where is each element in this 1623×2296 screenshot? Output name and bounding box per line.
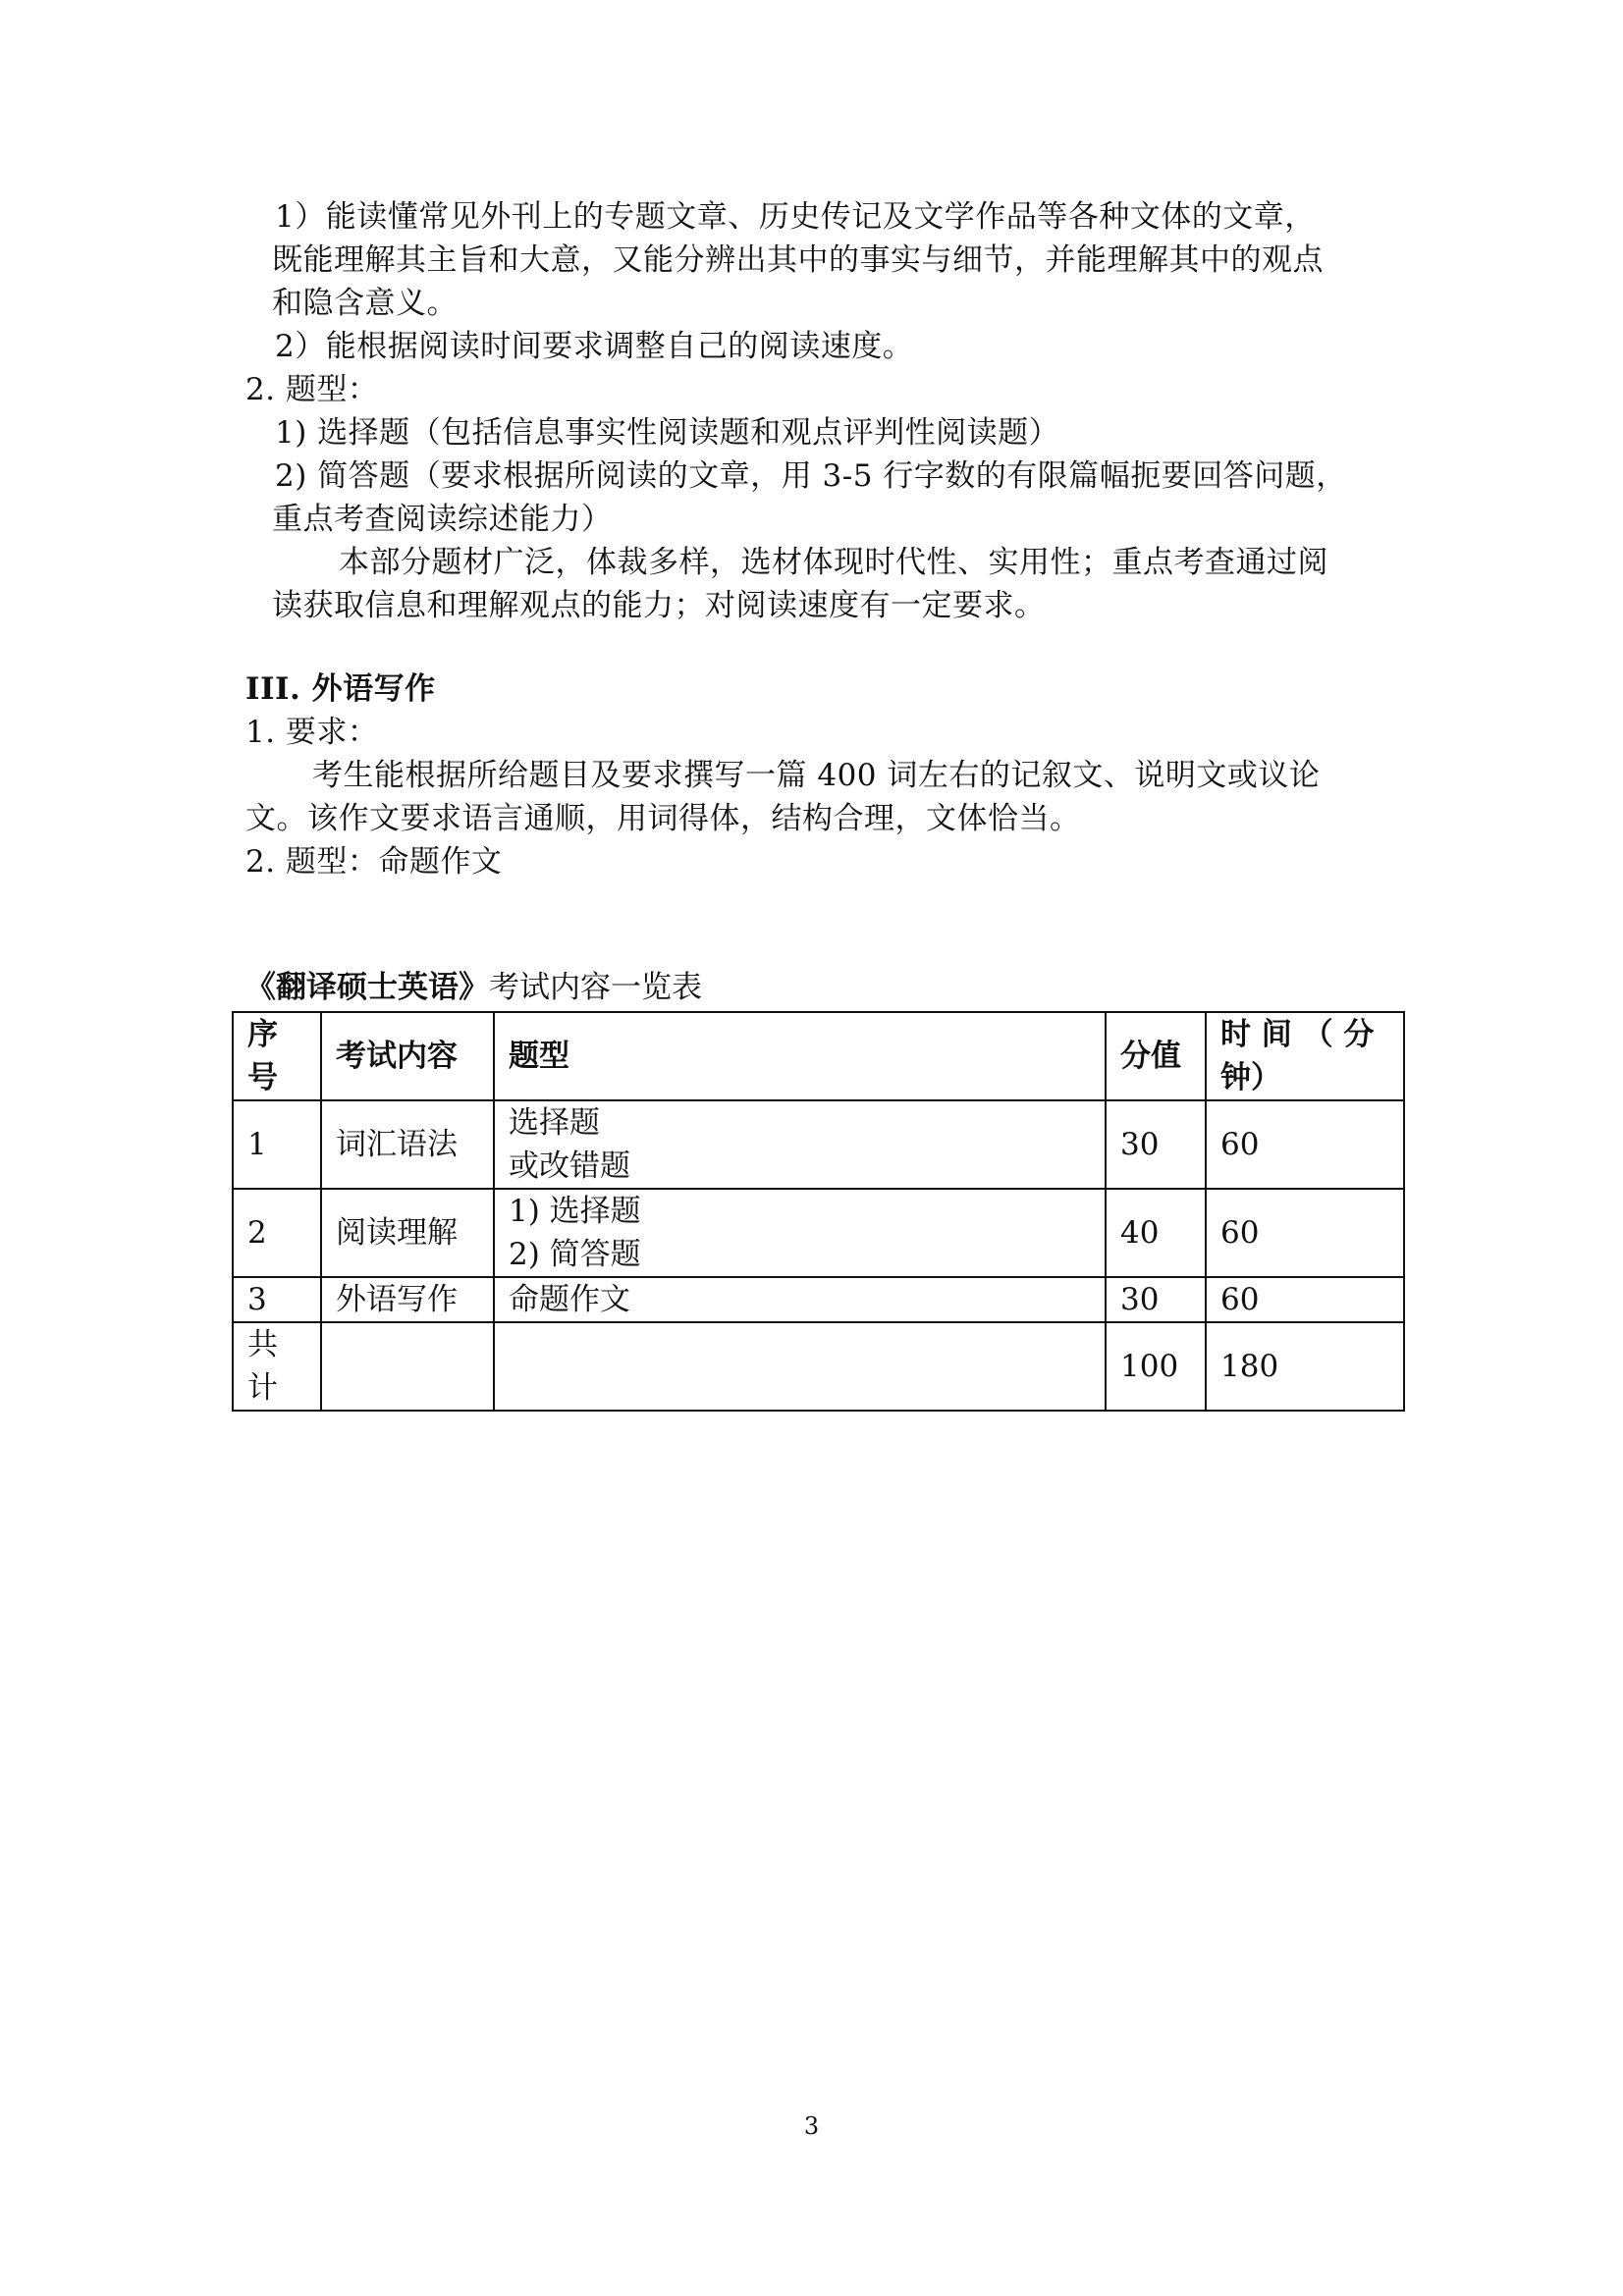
header-content: 考试内容 [321,1012,494,1100]
table-header-row [233,1012,1404,1100]
row-index [233,1322,321,1411]
header-index-line-2: 号 [247,1060,278,1095]
row-type-line-2: 2) 简答题 [509,1237,641,1272]
row-type [494,1100,1106,1189]
table-total-row [233,1322,1404,1411]
header-score: 分值 [1106,1012,1206,1100]
row-type-line-2: 或改错题 [509,1148,630,1184]
table-caption-rest: 考试内容一览表 [489,970,702,1005]
reading-type-2-line-1: 2) 简答题（要求根据所阅读的文章，用 3-5 行字数的有限篇幅扼要回答问题， [275,458,1347,494]
row-score: 30 [1106,1100,1206,1189]
row-type-line-1: 1) 选择题 [509,1194,641,1229]
writing-requirement-heading: 1. 要求： [245,715,379,750]
writing-requirement-line-2: 文。该作文要求语言通顺，用词得体，结构合理，文体恰当。 [245,801,1081,836]
table-caption-title: 《翻译硕士英语》 [245,970,489,1005]
table-row [233,1277,1404,1322]
row-score: 40 [1106,1189,1206,1277]
row-type: 命题作文 [494,1277,1106,1322]
exam-content-table [232,1011,1405,1412]
reading-type-heading: 2. 题型： [245,372,379,407]
table-caption [245,966,702,1009]
header-time-line-2: 钟） [1220,1060,1281,1095]
writing-requirement-line-1: 考生能根据所给题目及要求撰写一篇 400 词左右的记叙文、说明文或议论 [312,758,1321,793]
header-index [233,1012,321,1100]
row-index-line-1: 共 [247,1327,278,1362]
table-row [233,1100,1404,1189]
row-content [321,1322,494,1411]
row-index-line-2: 计 [247,1370,278,1406]
reading-requirement-1-line-1: 1）能读懂常见外刊上的专题文章、历史传记及文学作品等各种文体的文章， [275,199,1316,235]
row-type [494,1322,1106,1411]
row-content: 外语写作 [321,1277,494,1322]
reading-type-1: 1) 选择题（包括信息事实性阅读题和观点评判性阅读题） [275,415,1060,451]
page-number: 3 [803,2112,820,2140]
reading-type-2-line-2: 重点考查阅读综述能力） [272,502,613,537]
reading-requirement-2: 2）能根据阅读时间要求调整自己的阅读速度。 [275,329,914,364]
row-time: 180 [1206,1322,1404,1411]
row-score: 100 [1106,1322,1206,1411]
header-time [1206,1012,1404,1100]
row-content: 阅读理解 [321,1189,494,1277]
row-index: 3 [233,1277,321,1322]
header-time-line-1: 时 间 （ 分 [1220,1017,1375,1052]
row-index: 1 [233,1100,321,1189]
reading-summary-line-2: 读获取信息和理解观点的能力；对阅读速度有一定要求。 [272,588,1046,623]
reading-summary-line-1: 本部分题材广泛，体裁多样，选材体现时代性、实用性；重点考查通过阅 [339,545,1328,580]
row-type [494,1189,1106,1277]
table-row [233,1189,1404,1277]
writing-type-line: 2. 题型：命题作文 [245,844,503,880]
row-time: 60 [1206,1189,1404,1277]
row-type-line-1: 选择题 [509,1105,600,1141]
row-time: 60 [1206,1100,1404,1189]
row-time: 60 [1206,1277,1404,1322]
reading-requirement-1-line-2: 既能理解其主旨和大意，又能分辨出其中的事实与细节，并能理解其中的观点 [272,242,1324,278]
writing-section-title: III. 外语写作 [245,671,436,707]
row-index: 2 [233,1189,321,1277]
header-index-line-1: 序 [247,1017,278,1052]
header-type: 题型 [494,1012,1106,1100]
row-content: 词汇语法 [321,1100,494,1189]
reading-requirement-1-line-3: 和隐含意义。 [272,286,458,321]
row-score: 30 [1106,1277,1206,1322]
